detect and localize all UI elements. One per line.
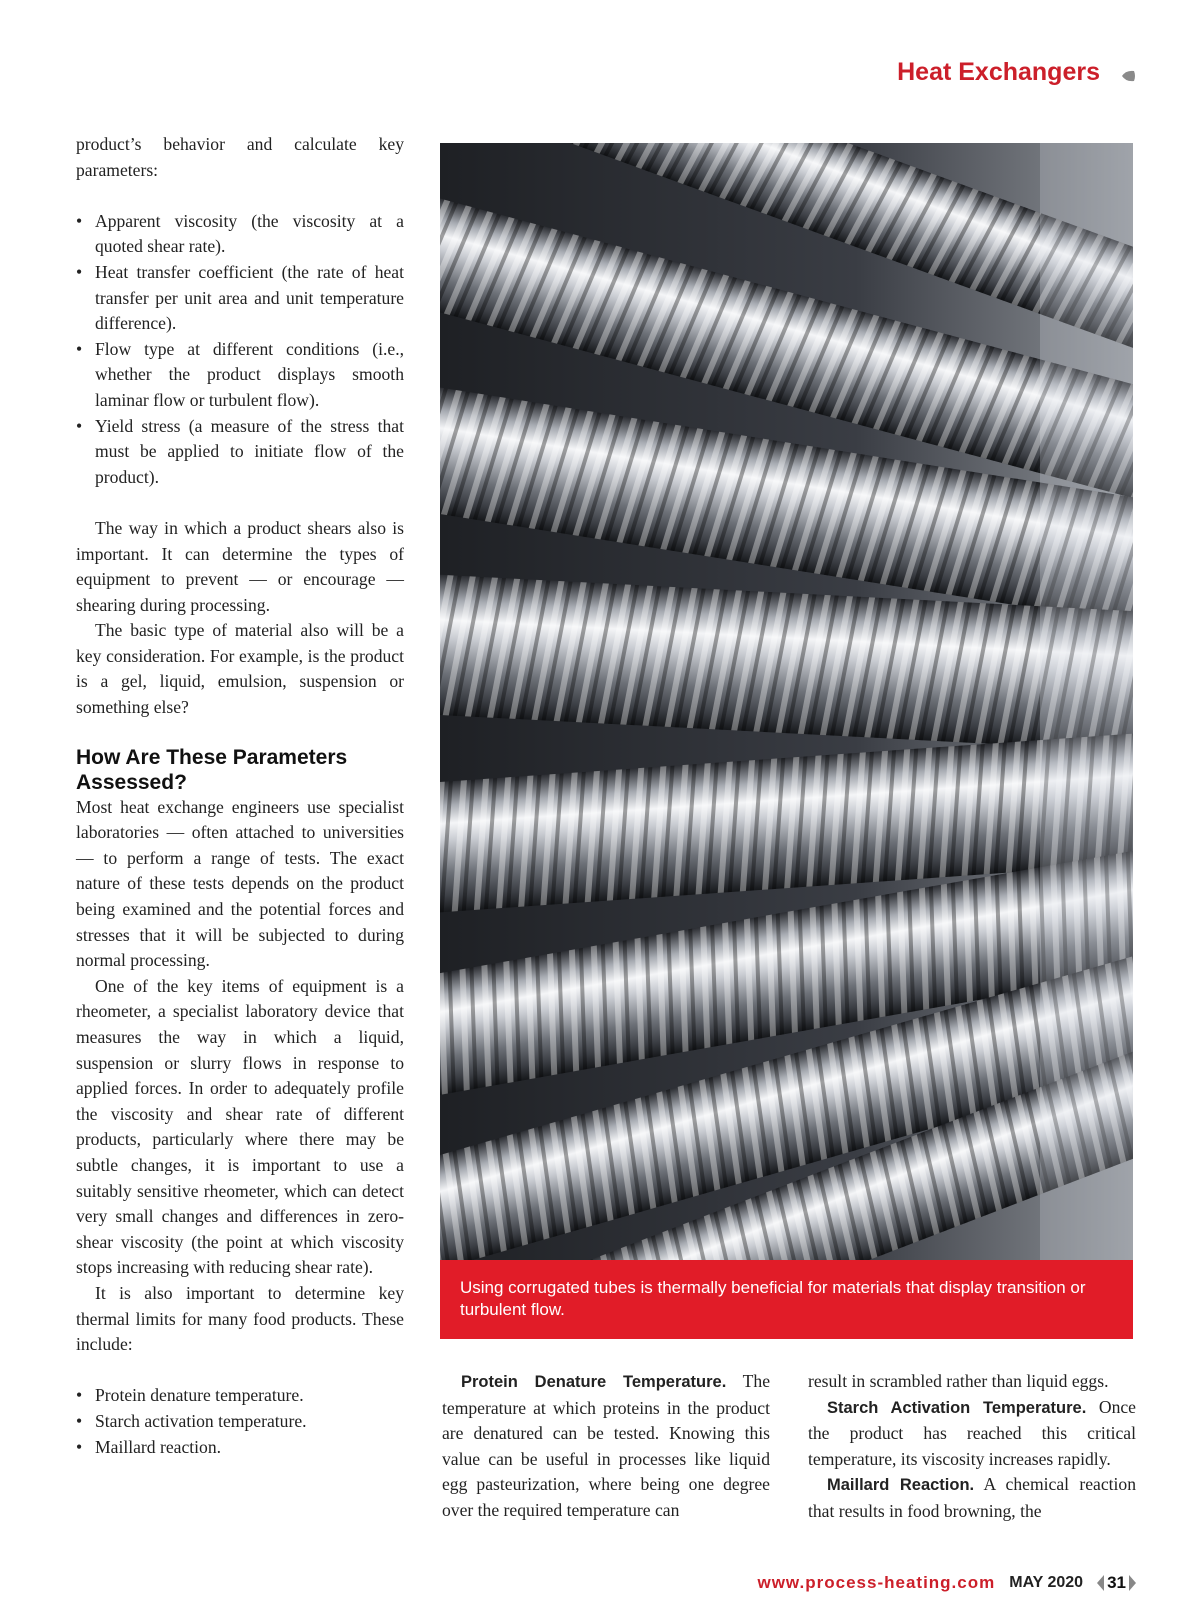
starch-paragraph: [808, 1395, 1136, 1473]
corrugated-tubes-photo: [440, 143, 1133, 1260]
figure-caption: Using corrugated tubes is thermally beneficial for materials that display transition or turbulent flow.: [440, 1260, 1133, 1339]
starch-run-in-title: Starch Activation Temperature.: [827, 1398, 1087, 1417]
left-column: [76, 132, 404, 1460]
page-number-value: 31: [1107, 1573, 1126, 1592]
shear-paragraph: The way in which a product shears also is important. It can determine the types of equipment to prevent — or encourage — shearing during processing.: [76, 517, 404, 615]
list-item: • Flow type at different conditions (i.e., whether the product displays smooth laminar flow or turbulent flow).: [76, 337, 404, 414]
website-link[interactable]: www.process-heating.com: [757, 1573, 996, 1592]
tubes-illustration: [440, 143, 1133, 1260]
maillard-text: A chemical reaction that results in food browning, the: [808, 1474, 1136, 1521]
thermal-limits-list: [76, 1383, 404, 1460]
maillard-paragraph: [808, 1472, 1136, 1524]
protein-run-in-title: Protein Denature Temperature.: [461, 1373, 727, 1391]
section-heading: How Are These Parameters Assessed?: [76, 745, 348, 794]
right-arrow-icon: [1129, 1575, 1136, 1591]
list-item: • Starch activation temperature.: [76, 1409, 404, 1435]
left-arrow-icon: [1097, 1575, 1104, 1591]
issue-date: MAY 2020: [1009, 1574, 1084, 1591]
maillard-run-in-title: Maillard Reaction.: [827, 1476, 975, 1495]
list-item: • Protein denature temperature.: [76, 1383, 404, 1409]
continued-text: result in scrambled rather than liquid eggs.: [808, 1371, 1109, 1391]
middle-column: [442, 1369, 770, 1524]
section-marker-icon: [1120, 70, 1136, 82]
section-title: Heat Exchangers: [897, 58, 1100, 86]
starch-text: Once the product has reached this critical temperature, its viscosity increases rapidly.: [808, 1396, 1136, 1469]
right-column: [808, 1369, 1136, 1525]
labs-paragraph: Most heat exchange engineers use specialist laboratories — often attached to universities — to perform a range of tests. The exact nature of these tests depends on the product being examined and the potential forces and stresses that it will be subjected to during normal processing.: [76, 796, 404, 971]
intro-paragraph: product’s behavior and calculate key parameters:: [76, 134, 404, 180]
list-item: • Maillard reaction.: [76, 1435, 404, 1461]
protein-paragraph: [442, 1369, 770, 1524]
list-item: • Heat transfer coefficient (the rate of heat transfer per unit area and unit temperature difference).: [76, 260, 404, 337]
list-item: • Yield stress (a measure of the stress that must be applied to initiate flow of the product).: [76, 414, 404, 491]
thermal-paragraph: It is also important to determine key thermal limits for many food products. These include:: [76, 1282, 404, 1355]
page-footer: [757, 1573, 1136, 1593]
page-number: [1097, 1573, 1136, 1593]
protein-text: The temperature at which proteins in the product are denatured can be tested. Knowing this value can be useful in processes like liquid egg pasteurization, where being one degree over the required temperature can: [442, 1371, 771, 1520]
parameter-list: [76, 209, 404, 491]
list-item: • Apparent viscosity (the viscosity at a quoted shear rate).: [76, 209, 404, 260]
rheometer-paragraph: One of the key items of equipment is a rheometer, a specialist laboratory device that measures the way in which a liquid, suspension or slurry flows in response to applied forces. In order to adequately profile the viscosity and shear rate of different products, particularly where there may be subtle changes, it is important to use a suitably sensitive rheometer, which can detect very small changes and differences in zero-shear viscosity (the point at which viscosity stops increasing with reducing shear rate).: [76, 975, 404, 1278]
material-paragraph: The basic type of material also will be a key consideration. For example, is the product is a gel, liquid, emulsion, suspension or something else?: [76, 620, 404, 718]
